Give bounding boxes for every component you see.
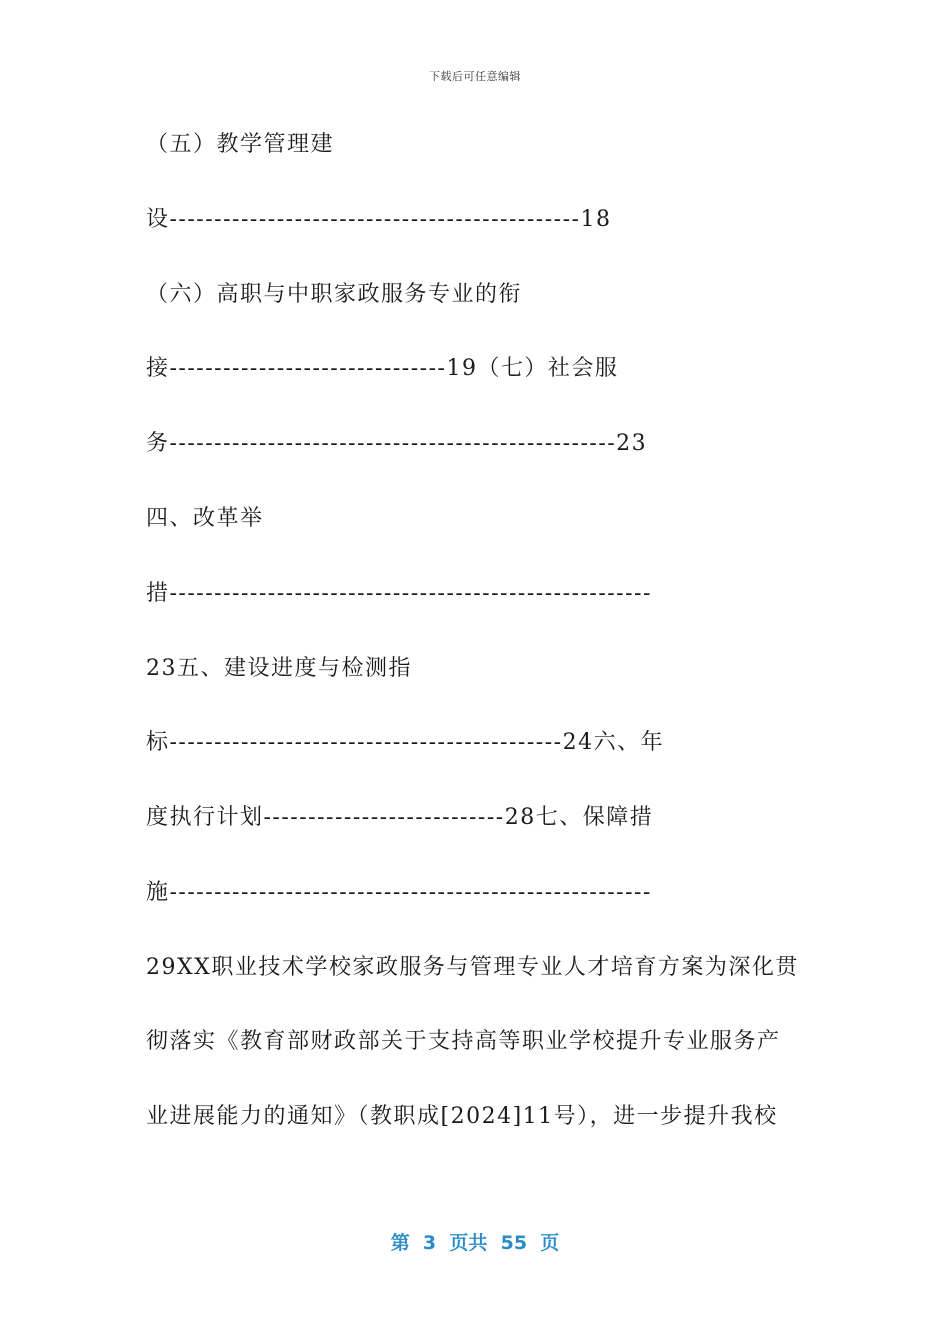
page-header-note: 下载后可任意编辑 (429, 70, 521, 83)
toc-line: 标--------------------------------------------24六、年 (146, 730, 665, 755)
toc-line: （五）教学管理建 (146, 132, 335, 157)
body-paragraph-line: 29XX职业技术学校家政服务与管理专业人才培育方案为深化贯 (146, 955, 799, 980)
toc-line: 23五、建设进度与检测指 (146, 656, 412, 681)
toc-line: 度执行计划---------------------------28七、保障措 (146, 805, 654, 830)
toc-line: 接-------------------------------19（七）社会服 (146, 356, 619, 381)
toc-line: 四、改革举 (146, 506, 264, 531)
page-number-footer: 第 3 页共 55 页 (390, 1232, 560, 1254)
toc-line: 务--------------------------------------------------23 (146, 431, 648, 456)
toc-line: 施------------------------------------------------------ (146, 880, 652, 905)
toc-line: 设----------------------------------------------18 (146, 207, 612, 232)
toc-line: 措------------------------------------------------------ (146, 581, 652, 606)
body-paragraph-line: 业进展能力的通知》（教职成[2024]11号），进一步提升我校 (146, 1104, 778, 1129)
toc-line: （六）高职与中职家政服务专业的衔 (146, 282, 523, 307)
body-paragraph-line: 彻落实《教育部财政部关于支持高等职业学校提升专业服务产 (146, 1029, 781, 1054)
